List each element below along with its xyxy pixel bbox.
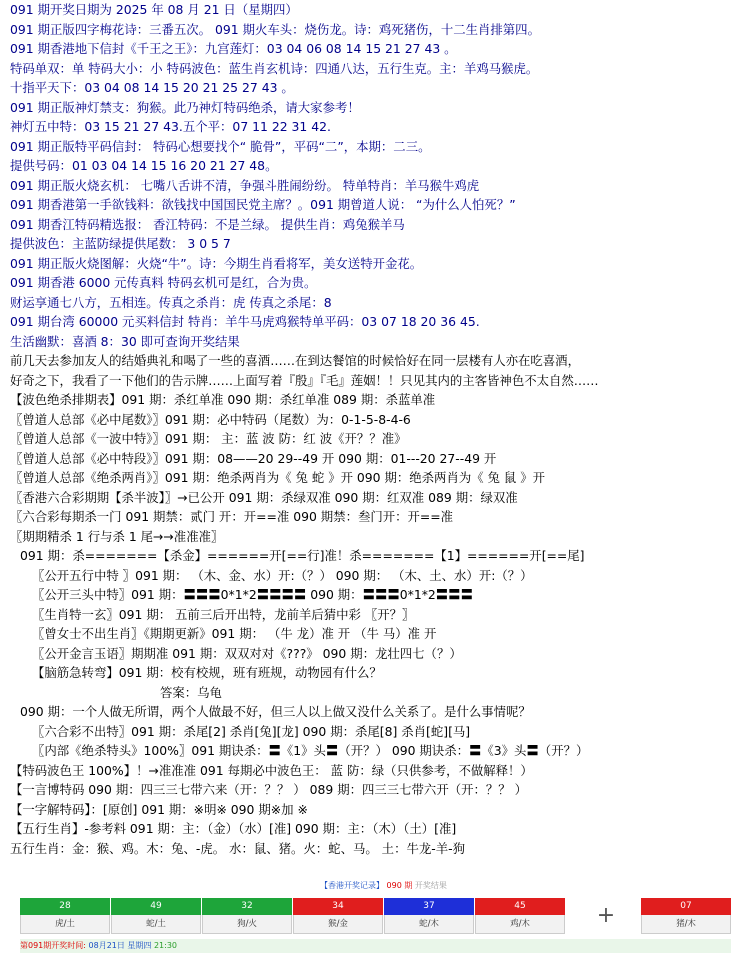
ball-zodiac: 蛇/土 bbox=[111, 915, 201, 934]
text-line: 〖六合彩每期杀一门 091 期禁：贰门 开：开==准 090 期禁：叁门开：开==准 bbox=[10, 509, 454, 524]
text-line: 答案：乌龟 bbox=[160, 684, 222, 700]
ball-zodiac: 狗/火 bbox=[202, 915, 292, 934]
text-line: 091 期台湾 60000 元买料信封 特肖：羊牛马虎鸡猴特单平码：03 07 18 20 36 45. bbox=[10, 314, 480, 329]
text-line: 五行生肖：金：猴、鸡。木：兔、-虎。 水：鼠、猪。火：蛇、马。 土：牛龙-羊-狗 bbox=[10, 840, 465, 856]
text-line: 好奇之下，我看了一下他们的告示牌……上面写着『殷』『毛』莲姻！！只见其内的主客皆神色不太自然…… bbox=[10, 372, 599, 388]
text-line: 091 期香港第一手欲钱料：欲钱找中国国民党主席？。091 期曾道人说： “为什么人怕死？” bbox=[10, 197, 516, 212]
text-line: 091 期开奖日期为 2025 年 08 月 21 日（星期四） bbox=[10, 2, 298, 17]
text-line: 091 期正版神灯禁支：狗猴。此乃神灯特码绝杀，请大家参考！ bbox=[10, 99, 360, 115]
text-line: 〖公开三头中特〗091 期：〓〓〓0*1*2〓〓〓〓 090 期：〓〓〓0*1*2〓〓〓 bbox=[32, 587, 473, 602]
text-line: 091 期：杀=======【杀金】======开[==行]准！杀=======【1】======开[==尾] bbox=[20, 548, 585, 563]
text-line: 091 期正版火烧图解：火烧“牛”。诗：今期生肖看将军，美女送特开金花。 bbox=[10, 255, 423, 271]
text-line: 091 期正版火烧玄机： 七嘴八舌讲不清，争强斗胜闹纷纷。 特单特肖：羊马猴牛鸡虎 bbox=[10, 177, 480, 193]
text-line: 〖曾道人总部《必中尾数》〗091 期：必中特码（尾数）为：0-1-5-8-4-6 bbox=[10, 411, 411, 427]
text-line: 091 期香港 6000 元传真料 特码玄机可是红，合为贵。 bbox=[10, 275, 317, 290]
text-line: 〖香港六合彩期期【杀半波】〗→已公开 091 期：杀绿双准 090 期：红双准 089 期：绿双准 bbox=[10, 489, 518, 505]
text-line: 091 期香港地下信封《千王之王》：九宫莲灯：03 04 06 08 14 15 21 27 43 。 bbox=[10, 41, 457, 56]
text-line: 特码单双：单 特码大小：小 特码波色：蓝生肖玄机诗：四通八达，五行生克。主：羊鸡马猴虎。 bbox=[10, 60, 539, 76]
result-ball-2 bbox=[111, 898, 201, 934]
document-body bbox=[10, 0, 726, 858]
results-header-label: 开奖结果 bbox=[414, 881, 447, 890]
ball-number: 45 bbox=[475, 898, 565, 915]
ball-zodiac: 虎/土 bbox=[20, 915, 110, 934]
text-line: 〖曾道人总部《必中特段》〗091 期：08——20 29--49 开 090 期：01---20 27--49 开 bbox=[10, 450, 497, 466]
text-line: 【五行生肖】-参考料 091 期：主：（金）（水）[准] 090 期：主：（木）（土）[准] bbox=[10, 821, 457, 836]
text-line: 〖内部《绝杀特头》100%〗091 期诀杀：〓《1》头〓（开？） 090 期诀杀：〓《3》头〓（开？） bbox=[32, 743, 589, 758]
plus-icon: + bbox=[596, 903, 616, 928]
draw-time-label: 第091期开奖时间: bbox=[20, 941, 86, 950]
result-ball-1 bbox=[20, 898, 110, 934]
text-line: 〖曾道人总部《绝杀两肖》〗091 期：绝杀两肖为《 兔 蛇 》开 090 期：绝杀两肖为《 兔 鼠 》开 bbox=[10, 470, 545, 485]
text-line: 〖期期精杀 1 行与杀 1 尾→→准准准〗 bbox=[10, 528, 224, 544]
result-ball-special bbox=[641, 898, 731, 934]
text-line: 生活幽默：喜酒 8：30 即可查询开奖结果 bbox=[10, 333, 240, 349]
results-header-issue: 090 期 bbox=[386, 881, 413, 890]
draw-time-date: 08月21日 星期四 bbox=[88, 941, 152, 950]
text-line: 〖六合彩不出特〗091 期：杀尾[2] 杀肖[兔][龙] 090 期：杀尾[8] 杀肖[蛇][马] bbox=[32, 723, 471, 739]
text-line: 091 期正版特平码信封： 特码心想要找个“ 脆骨”，平码“二”，本期：二三。 bbox=[10, 138, 431, 154]
draw-time-clock: 21:30 bbox=[153, 941, 178, 950]
ball-zodiac: 鸡/木 bbox=[475, 915, 565, 934]
text-line: 十指平天下：03 04 08 14 15 20 21 25 27 43 。 bbox=[10, 80, 294, 95]
text-line: 【一字解特码】：[原创] 091 期：※明※ 090 期※加 ※ bbox=[10, 801, 308, 817]
ball-number: 28 bbox=[20, 898, 110, 915]
ball-zodiac: 蛇/木 bbox=[384, 915, 474, 934]
result-ball-6 bbox=[475, 898, 565, 934]
result-ball-3 bbox=[202, 898, 292, 934]
ball-number: 34 bbox=[293, 898, 383, 915]
ball-number: 49 bbox=[111, 898, 201, 915]
result-ball-5 bbox=[384, 898, 474, 934]
ball-number: 37 bbox=[384, 898, 474, 915]
draw-time-footer bbox=[20, 939, 731, 953]
text-line: 〖公开金言玉语〗期期准 091 期：双双对对《???》 090 期：龙壮四七（？） bbox=[32, 645, 462, 661]
ball-number: 07 bbox=[641, 898, 731, 915]
lottery-results-panel bbox=[20, 881, 731, 935]
ball-number: 32 bbox=[202, 898, 292, 915]
ball-zodiac: 猪/木 bbox=[641, 915, 731, 934]
text-line: 提供波色：主蓝防绿提供尾数： 3 0 5 7 bbox=[10, 236, 231, 251]
text-line: 神灯五中特：03 15 21 27 43.五个平：07 11 22 31 42. bbox=[10, 119, 331, 134]
ball-zodiac: 猴/金 bbox=[293, 915, 383, 934]
text-line: 【脑筋急转弯】091 期：校有校规，班有班规，动物园有什么？ bbox=[32, 665, 382, 680]
text-line: 【波色绝杀排期表】091 期：杀红单准 090 期：杀红单准 089 期：杀蓝单准 bbox=[10, 392, 436, 407]
text-line: 〖生肖特一玄〗091 期： 五前三后开出特，龙前羊后猜中彩 〖开？〗 bbox=[32, 606, 415, 622]
text-line: 〖曾女士不出生肖〗《期期更新》091 期： （牛 龙）准 开 （牛 马）准 开 bbox=[32, 626, 437, 641]
results-header-title: 【香港开奖记录】 bbox=[320, 881, 384, 890]
text-line: 091 期香江特码精选报： 香江特码：不是兰绿。 提供生肖：鸡兔猴羊马 bbox=[10, 216, 405, 232]
text-line: 财运享通七八方，五相连。传真之杀肖：虎 传真之杀尾：8 bbox=[10, 294, 332, 310]
text-line: 〖公开五行中特 〗091 期： （木、金、水）开:（？） 090 期： （木、土、水）开:（？） bbox=[32, 567, 533, 583]
text-line: 091 期正版四字梅花诗：三番五次。 091 期火车头：烧伤龙。诗：鸡死猪伤，十二生肖排第四。 bbox=[10, 21, 540, 37]
text-line: 090 期：一个人做无所谓，两个人做最不好，但三人以上做又没什么关系了。是什么事情呢？ bbox=[20, 704, 531, 719]
text-line: 【一言博特码 090 期：四三三七带六来（开：？？ ） 089 期：四三三七带六开（开：？？ ） bbox=[10, 782, 527, 797]
text-line: 提供号码：01 03 04 14 15 16 20 21 27 48。 bbox=[10, 158, 278, 173]
results-header bbox=[320, 881, 447, 891]
result-ball-4 bbox=[293, 898, 383, 934]
text-line: 〖曾道人总部《一波中特》〗091 期： 主：蓝 波 防：红 波《开？？准》 bbox=[10, 431, 407, 446]
text-line: 前几天去参加友人的结婚典礼和喝了一些的喜酒……在到达餐馆的时候恰好在同一层楼有人亦在吃喜酒， bbox=[10, 353, 580, 368]
text-line: 【特码波色王 100%】！→准准准 091 每期必中波色王： 蓝 防：绿（只供参考，不做解释！） bbox=[10, 762, 533, 778]
